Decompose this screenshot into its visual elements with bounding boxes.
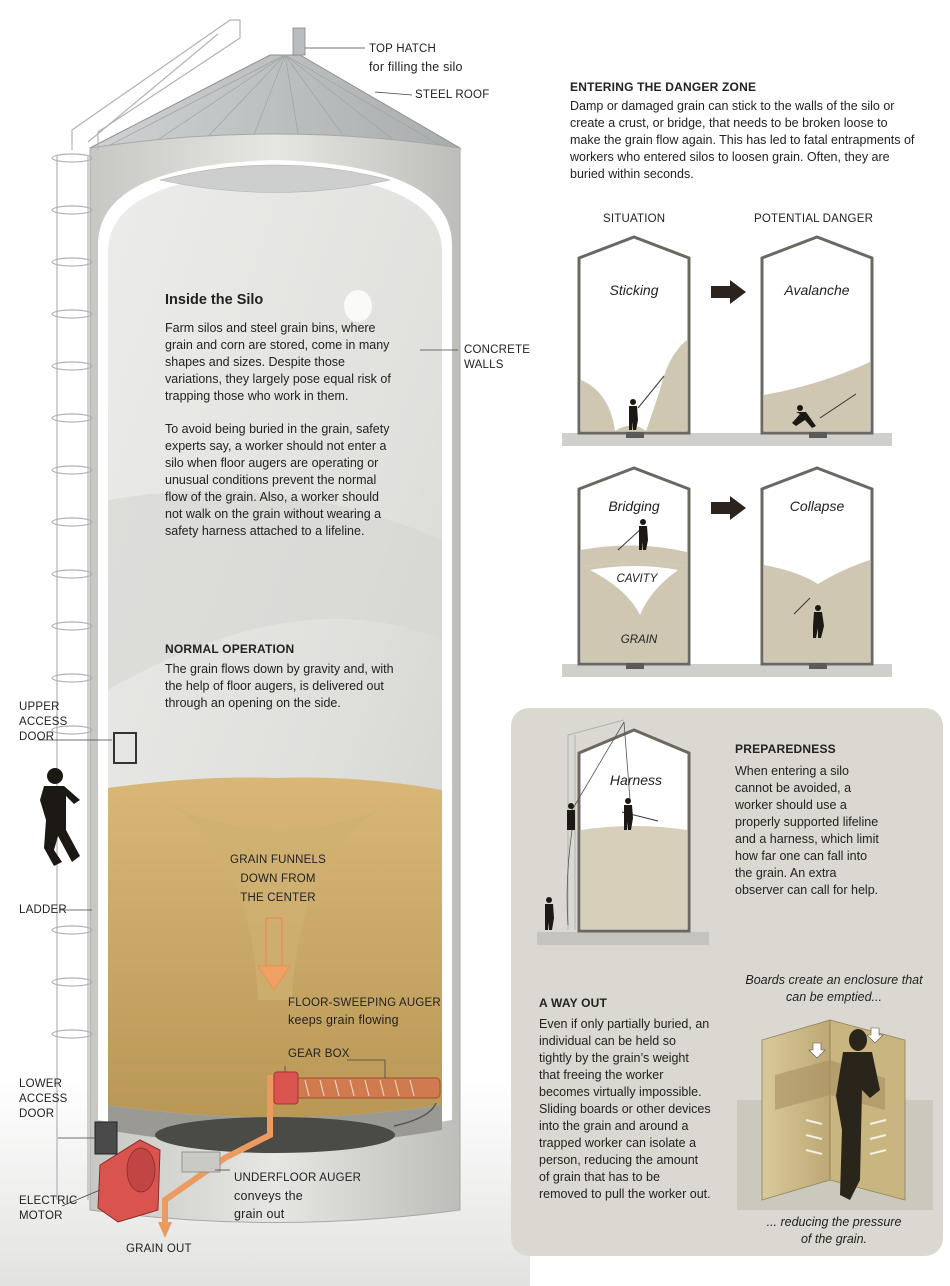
electric-motor-line: ELECTRIC bbox=[19, 1195, 78, 1207]
upper-access-line: UPPER bbox=[19, 701, 60, 713]
inside-silo-title: Inside the Silo bbox=[165, 292, 264, 308]
grain-label: GRAIN bbox=[620, 634, 658, 646]
wayout-line: Sliding boards or other devices bbox=[539, 1102, 711, 1116]
prep-line: properly supported lifeline bbox=[735, 815, 879, 829]
danger-line: create a crust, or bridge, that needs to be broken loose to bbox=[570, 116, 888, 130]
situation-column-header: SITUATION bbox=[603, 213, 666, 225]
normal-operation-paragraph bbox=[165, 661, 445, 712]
upper-access-line: ACCESS bbox=[19, 716, 68, 728]
floor-auger-line-2: keeps grain flowing bbox=[288, 1013, 399, 1027]
electric-motor-label bbox=[19, 1194, 77, 1224]
floor-auger-label bbox=[288, 996, 441, 1028]
floor-auger-line-1: FLOOR-SWEEPING AUGER bbox=[288, 997, 441, 1009]
harness-label: Harness bbox=[609, 772, 663, 788]
reducing-caption-line: of the grain. bbox=[800, 1232, 867, 1246]
grain-funnels-line: GRAIN FUNNELS bbox=[230, 854, 326, 866]
normal-line: through an opening on the side. bbox=[165, 696, 341, 710]
top-hatch-label bbox=[369, 42, 463, 75]
top-hatch-line-1: TOP HATCH bbox=[369, 43, 436, 55]
normal-line: The grain flows down by gravity and, with bbox=[165, 662, 394, 676]
climber-silhouette bbox=[40, 768, 80, 866]
grain-funnels-line: THE CENTER bbox=[240, 892, 316, 904]
prep-line: how far one can fall into bbox=[735, 849, 868, 863]
wayout-line: individual can be held so bbox=[539, 1034, 676, 1048]
wayout-line: of grain that has to be bbox=[539, 1170, 660, 1184]
inside-p2-line: To avoid being buried in the grain, safety bbox=[165, 422, 390, 436]
sticking-label: Sticking bbox=[609, 282, 659, 298]
lower-access-door bbox=[95, 1122, 117, 1154]
avalanche-label: Avalanche bbox=[784, 282, 850, 298]
danger-line: Damp or damaged grain can stick to the walls of the silo or bbox=[570, 99, 895, 113]
wayout-line: that freeing the worker bbox=[539, 1068, 664, 1082]
lower-access-line: ACCESS bbox=[19, 1093, 68, 1105]
wayout-line: into the grain and around a bbox=[539, 1119, 689, 1133]
wayout-line: Even if only partially buried, an bbox=[539, 1017, 710, 1031]
wayout-line: tightly by the grain’s weight bbox=[539, 1051, 689, 1065]
normal-operation-title: NORMAL OPERATION bbox=[165, 642, 295, 656]
grain-funnels-line: DOWN FROM bbox=[240, 873, 316, 885]
underfloor-auger-label bbox=[234, 1171, 361, 1222]
boards-caption-line: Boards create an enclosure that bbox=[745, 973, 923, 987]
way-out-paragraph bbox=[539, 1016, 739, 1203]
prep-line: observer can call for help. bbox=[735, 883, 879, 897]
bridging-label: Bridging bbox=[608, 498, 660, 514]
ground-row2 bbox=[562, 664, 892, 677]
prep-line: cannot be avoided, a bbox=[735, 781, 852, 795]
grain-out-label: GRAIN OUT bbox=[126, 1243, 192, 1255]
gear-box-label: GEAR BOX bbox=[288, 1048, 350, 1060]
underfloor-line-1: UNDERFLOOR AUGER bbox=[234, 1172, 362, 1184]
interior-light bbox=[344, 290, 372, 322]
inside-p1-line: Farm silos and steel grain bins, where bbox=[165, 321, 376, 335]
normal-line: the help of floor augers, is delivered out bbox=[165, 679, 384, 693]
danger-line: workers who entered silos to loosen grain. Often, they are bbox=[570, 150, 890, 164]
potential-danger-column-header: POTENTIAL DANGER bbox=[754, 213, 874, 225]
preparedness-paragraph bbox=[735, 763, 935, 899]
gear-box bbox=[274, 1072, 298, 1104]
inside-p1-line: trapping those who work in them. bbox=[165, 389, 349, 403]
concrete-walls-line-2: WALLS bbox=[464, 359, 504, 371]
inside-p2-line: unusual conditions prevent the normal bbox=[165, 473, 377, 487]
lower-access-door-label bbox=[19, 1077, 68, 1122]
underfloor-line-2: conveys the bbox=[234, 1189, 303, 1203]
reducing-caption-line: ... reducing the pressure bbox=[766, 1215, 902, 1229]
wayout-line: becomes virtually impossible. bbox=[539, 1085, 702, 1099]
prep-line: When entering a silo bbox=[735, 764, 849, 778]
cavity-label: CAVITY bbox=[616, 573, 658, 585]
inside-p2-line: not walk on the grain without wearing a bbox=[165, 507, 382, 521]
inside-p1-line: shapes and sizes. Despite those bbox=[165, 355, 345, 369]
silo-sticking bbox=[579, 237, 689, 438]
upper-access-line: DOOR bbox=[19, 731, 55, 743]
lower-access-line: LOWER bbox=[19, 1078, 63, 1090]
top-hatch-line-2: for filling the silo bbox=[369, 60, 463, 74]
arrow-row1 bbox=[711, 280, 746, 304]
lower-access-line: DOOR bbox=[19, 1108, 55, 1120]
prep-line: and a harness, which limit bbox=[735, 832, 879, 846]
inside-silo-paragraph-1 bbox=[165, 320, 445, 405]
boards-caption bbox=[736, 972, 932, 1006]
danger-line: make the grain flow again. This has led to fatal entrapments of bbox=[570, 133, 915, 147]
arrow-row2 bbox=[711, 496, 746, 520]
silo-avalanche bbox=[762, 237, 872, 438]
wayout-line: person, reducing the amount bbox=[539, 1153, 699, 1167]
preparedness-title: PREPAREDNESS bbox=[735, 742, 836, 756]
floor-sweeping-auger bbox=[292, 1078, 440, 1098]
motor-end bbox=[127, 1148, 155, 1192]
wayout-line: trapped worker can isolate a bbox=[539, 1136, 697, 1150]
boards-enclosure bbox=[737, 1020, 933, 1210]
boards-caption-line: can be emptied... bbox=[786, 990, 882, 1004]
top-hatch bbox=[293, 28, 305, 55]
inside-silo-paragraph-2 bbox=[165, 421, 445, 540]
inside-p2-line: experts say, a worker should not enter a bbox=[165, 439, 387, 453]
underfloor-auger bbox=[182, 1152, 220, 1172]
underfloor-line-3: grain out bbox=[234, 1207, 285, 1221]
prep-line: worker should use a bbox=[735, 798, 847, 812]
floor-opening bbox=[155, 1117, 395, 1153]
collapse-label: Collapse bbox=[789, 498, 845, 514]
danger-zone-paragraph bbox=[570, 98, 940, 183]
ground-row1 bbox=[562, 433, 892, 446]
electric-motor-line: MOTOR bbox=[19, 1210, 63, 1222]
danger-line: buried within seconds. bbox=[570, 167, 694, 181]
wayout-line: removed to pull the worker out. bbox=[539, 1187, 711, 1201]
concrete-walls-label bbox=[464, 343, 530, 373]
inside-p1-line: variations, they largely pose equal risk of bbox=[165, 372, 391, 386]
inside-p2-line: flow of the grain. Also, a worker should bbox=[165, 490, 380, 504]
steel-roof-label: STEEL ROOF bbox=[415, 89, 490, 101]
way-out-title: A WAY OUT bbox=[539, 996, 608, 1010]
concrete-walls-line-1: CONCRETE bbox=[464, 344, 531, 356]
grain-funnels-label bbox=[218, 851, 338, 908]
reducing-caption bbox=[736, 1214, 932, 1248]
inside-p2-line: safety harness attached to a lifeline. bbox=[165, 524, 365, 538]
danger-zone-title: ENTERING THE DANGER ZONE bbox=[570, 80, 757, 94]
inside-p2-line: silo when floor augers are operating or bbox=[165, 456, 379, 470]
ladder-label: LADDER bbox=[19, 904, 67, 916]
upper-access-door-label bbox=[19, 700, 68, 745]
prep-line: the grain. An extra bbox=[735, 866, 837, 880]
inside-p1-line: grain and corn are stored, come in many bbox=[165, 338, 390, 352]
